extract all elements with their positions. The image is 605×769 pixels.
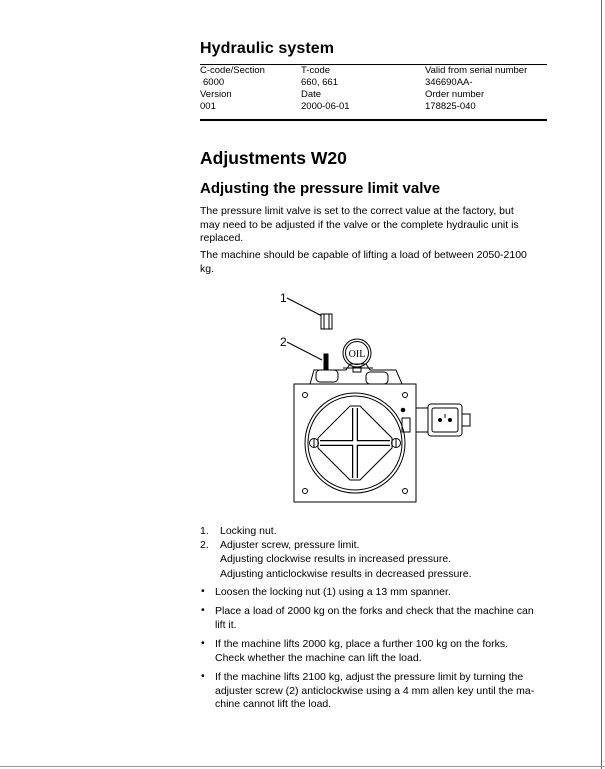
callout-1-leader bbox=[287, 298, 322, 316]
version-value: 001 bbox=[200, 101, 216, 112]
text-line: adjuster screw (2) anticlockwise using a 4 mm allen key until the ma- bbox=[215, 684, 535, 697]
adjuster-screw bbox=[324, 354, 328, 370]
legend-number: 2. bbox=[200, 539, 209, 552]
text-line: chine cannot lift the load. bbox=[215, 698, 332, 710]
valid-from-label: Valid from serial number bbox=[425, 65, 528, 76]
legend-text: Locking nut. bbox=[220, 525, 277, 537]
text-line: If the machine lifts 2100 kg, adjust the pressure limit by turning the bbox=[215, 671, 524, 683]
text-line: The pressure limit valve is set to the correct value at the factory, but bbox=[200, 205, 514, 217]
step-2 bbox=[200, 605, 534, 632]
version-label: Version bbox=[200, 89, 232, 100]
bullet: • bbox=[201, 604, 205, 616]
c-code-block bbox=[200, 65, 265, 113]
order-number-value: 178825-040 bbox=[425, 101, 476, 112]
date-label: Date bbox=[301, 89, 322, 100]
header-bottom-rule bbox=[200, 119, 547, 121]
intro-paragraph-1 bbox=[200, 205, 550, 246]
step-4 bbox=[200, 671, 534, 712]
c-code-label: C-code/Section bbox=[200, 65, 265, 76]
callout-2: 2 bbox=[280, 335, 287, 349]
text-line: kg. bbox=[200, 262, 215, 275]
c-code-value: 6000 bbox=[203, 77, 225, 88]
legend-item bbox=[200, 524, 472, 538]
callout-2-leader bbox=[287, 342, 322, 360]
date-value: 2000-06-01 bbox=[301, 101, 350, 112]
serial-block bbox=[425, 65, 527, 113]
legend-text: Adjusting anticlockwise results in decreased pressure. bbox=[220, 567, 472, 580]
page-edge-right bbox=[601, 0, 602, 769]
text-line: Place a load of 2000 kg on the forks and check that the machine can bbox=[215, 605, 534, 617]
intro-paragraph-2 bbox=[200, 249, 550, 276]
order-number-label: Order number bbox=[425, 89, 485, 100]
legend-item bbox=[200, 538, 472, 581]
solenoid-connector bbox=[416, 404, 470, 436]
text-line: may need to be adjusted if the valve or the complete hydraulic unit is bbox=[200, 218, 519, 231]
callout-1: 1 bbox=[280, 291, 287, 305]
text-line: The machine should be capable of lifting a load of between 2050-2100 bbox=[200, 249, 527, 261]
step-1 bbox=[200, 586, 451, 600]
oil-label: OIL bbox=[348, 349, 366, 360]
t-code-value: 660, 661 bbox=[301, 77, 338, 88]
step-3 bbox=[200, 638, 508, 665]
hydraulic-unit-diagram bbox=[278, 288, 478, 513]
sub-heading: Adjusting the pressure limit valve bbox=[200, 180, 441, 197]
section-title: Hydraulic system bbox=[200, 40, 335, 57]
legend-text: Adjusting clockwise results in increased pressure. bbox=[220, 553, 452, 566]
legend-list bbox=[200, 524, 472, 581]
text-line: replaced. bbox=[200, 232, 244, 244]
text-line: Check whether the machine can lift the load. bbox=[215, 651, 422, 664]
bullet: • bbox=[201, 670, 205, 682]
t-code-block bbox=[301, 65, 350, 113]
t-code-label: T-code bbox=[301, 65, 331, 76]
valid-from-value: 346690AA- bbox=[425, 77, 473, 88]
legend-number: 1. bbox=[200, 525, 209, 537]
bullet: • bbox=[201, 637, 205, 649]
text-line: lift it. bbox=[215, 618, 237, 631]
page-edge-bottom bbox=[0, 766, 605, 767]
locking-nut bbox=[321, 314, 332, 329]
bullet: • bbox=[201, 585, 205, 597]
motor-housing bbox=[294, 384, 416, 502]
pressure-gauge bbox=[343, 339, 371, 372]
page-heading: Adjustments W20 bbox=[200, 148, 347, 168]
text-line: Loosen the locking nut (1) using a 13 mm spanner. bbox=[215, 586, 451, 598]
legend-text: Adjuster screw, pressure limit. bbox=[220, 539, 360, 552]
text-line: If the machine lifts 2000 kg, place a further 100 kg on the forks. bbox=[215, 638, 509, 650]
